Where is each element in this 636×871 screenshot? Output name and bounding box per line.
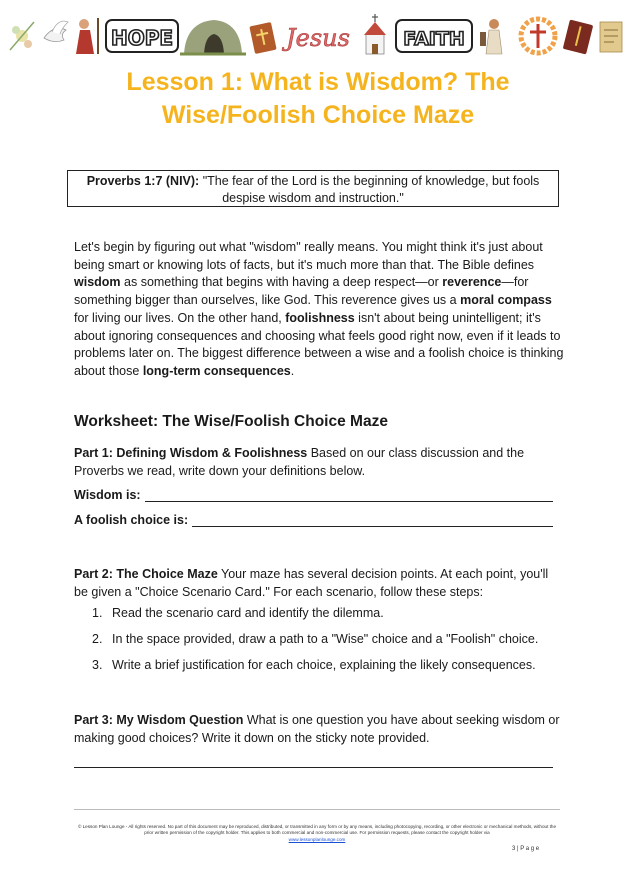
list-item — [92, 630, 538, 656]
footer-divider — [74, 809, 560, 810]
footer-copyright — [74, 824, 560, 843]
part-2-instructions — [74, 565, 564, 601]
part-3-instructions — [74, 711, 564, 747]
step-text: Write a brief justification for each choice, explaining the likely consequences. — [112, 658, 536, 672]
svg-text:HOPE: HOPE — [110, 26, 174, 50]
verse-box — [67, 170, 559, 207]
step-text: In the space provided, draw a path to a "Wise" choice and a "Foolish" choice. — [112, 632, 539, 646]
part-1-text: Based on our class discussion and the Proverbs we read, write down your definitions below. — [74, 446, 525, 478]
verse-text: "The fear of the Lord is the beginning of knowledge, but fools despise wisdom and instruction." — [199, 174, 540, 205]
part-2-label: Part 2: The Choice Maze — [74, 567, 218, 581]
church-icon — [364, 14, 386, 54]
intro-term: foolishness — [285, 310, 355, 325]
intro-text: as something that begins with having a deep respect—or — [120, 275, 443, 290]
step-number: 2. — [92, 632, 103, 646]
book-icon — [563, 20, 594, 55]
tomb-icon — [180, 20, 246, 54]
intro-term: wisdom — [74, 275, 121, 290]
intro-text: isn't about being unintelligent; it's about ignoring consequences and choosing what feels good right now, even if it leads to problems later on. The biggest difference between a wise and a foolish choice is thinking about those — [74, 310, 564, 378]
list-item — [92, 656, 538, 682]
faith-word — [396, 20, 472, 52]
part-1-label: Part 1: Defining Wisdom & Foolishness — [74, 446, 308, 460]
part-3-label: Part 3: My Wisdom Question — [74, 713, 244, 727]
flower-icon — [10, 22, 34, 50]
part-1-instructions — [74, 444, 564, 480]
page-number: 3 | P a g e — [512, 846, 540, 852]
footer-website-link[interactable]: www.lessonplanlounge.com — [288, 836, 346, 842]
part-2-text: Your maze has several decision points. At each point, you'll be given a "Choice Scenario Card." For each scenario, follow these steps: — [74, 567, 549, 599]
title-line-2: Wise/Foolish Choice Maze — [161, 101, 475, 129]
step-number: 3. — [92, 658, 103, 672]
intro-text: Let's begin by figuring out what "wisdom" really means. You might think it's just about being smart or knowing lots of facts, but it's much more than that. The Bible defines — [74, 240, 543, 272]
page-title — [0, 66, 636, 132]
wisdom-label: Wisdom is: — [74, 488, 141, 502]
jesus-word — [281, 24, 350, 52]
svg-text:FAITH: FAITH — [403, 28, 465, 50]
foolish-choice-label: A foolish choice is: — [74, 513, 189, 527]
intro-text: for living our lives. On the other hand, — [74, 310, 286, 325]
foolish-choice-answer-line[interactable] — [192, 526, 553, 527]
step-number: 1. — [92, 606, 103, 620]
steps-list — [92, 604, 538, 682]
cross-wreath-icon — [521, 19, 555, 53]
part-3-text: What is one question you have about seeking wisdom or making good choices? Write it down on the sticky note provided. — [74, 713, 560, 745]
jesus-figure-icon — [480, 19, 502, 54]
intro-text: —for something bigger than ourselves, like God. This reverence gives us a — [74, 275, 529, 308]
verse-reference: Proverbs 1:7 (NIV): — [86, 174, 200, 188]
intro-text: . — [290, 363, 295, 378]
header-banner — [8, 10, 628, 60]
intro-term: moral compass — [460, 293, 552, 308]
intro-paragraph — [74, 239, 564, 381]
title-line-1: Lesson 1: What is Wisdom? The — [126, 68, 510, 96]
intro-term: long-term consequences — [142, 363, 291, 378]
list-item — [92, 604, 538, 630]
hope-word — [106, 20, 178, 52]
worksheet-heading: Worksheet: The Wise/Foolish Choice Maze — [74, 413, 388, 430]
intro-term: reverence — [442, 275, 502, 290]
scroll-icon — [600, 22, 622, 52]
step-text: Read the scenario card and identify the dilemma. — [112, 606, 384, 620]
question-answer-line[interactable] — [74, 767, 553, 768]
shepherd-icon — [76, 18, 98, 54]
bible-icon — [249, 22, 276, 54]
footer-legal-text: © Lesson Plan Lounge - All rights reserved. No part of this document may be reproduced, distributed, or transmitted in any form or by any means, including photocopying, recording, or other electronic or mechanical methods, without the prior written permission of the copyright holder. This applies to both commercial and non-commercial use. For permission requests, please contact the copyright holder via — [77, 824, 557, 836]
wisdom-answer-line[interactable] — [145, 501, 553, 502]
dove-icon — [44, 21, 68, 41]
svg-text:Jesus: Jesus — [286, 24, 350, 52]
